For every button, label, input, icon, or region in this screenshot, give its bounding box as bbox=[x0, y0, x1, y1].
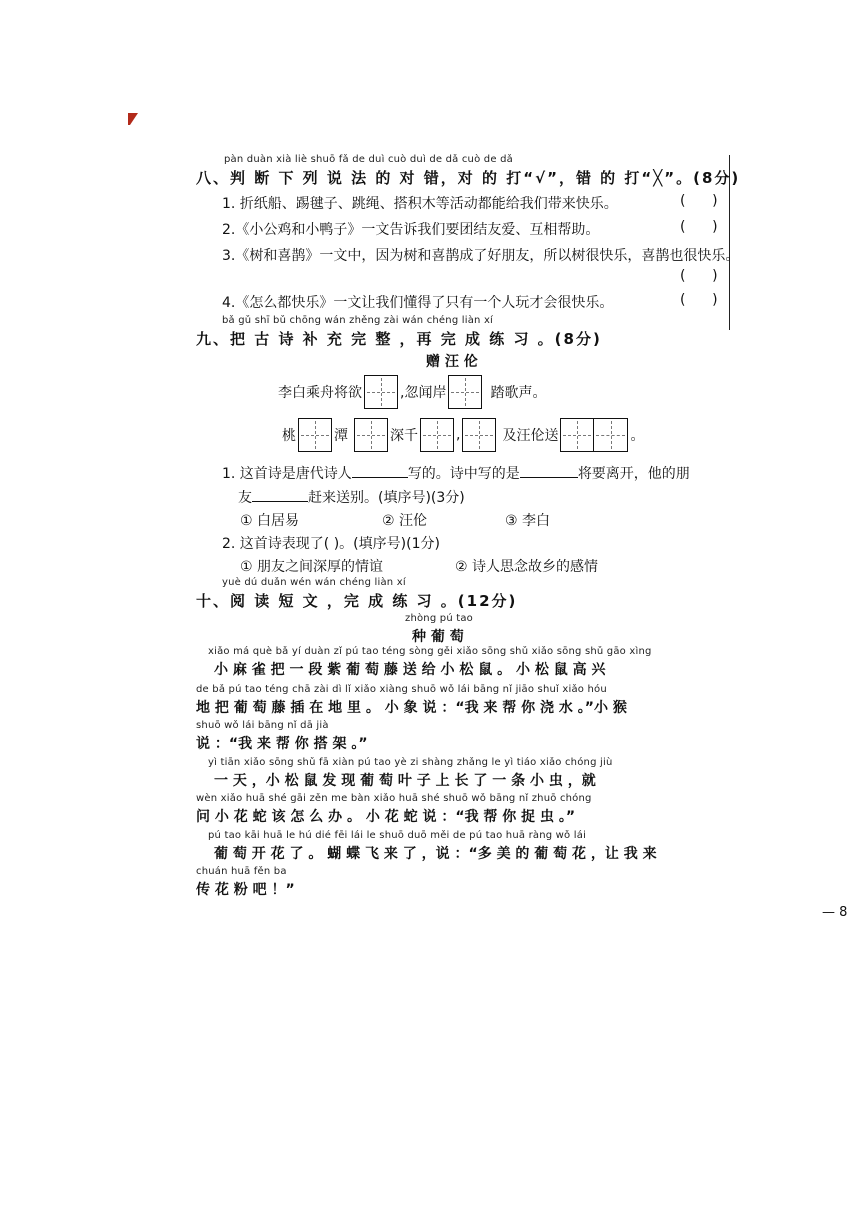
q1-line-2 bbox=[238, 487, 465, 507]
q1-blank-leaver[interactable] bbox=[520, 477, 578, 478]
q1-option-1: ① 白居易 bbox=[240, 513, 300, 529]
q1-text-a: 1. 这首诗是唐代诗人 bbox=[222, 466, 352, 482]
story-line-1-pinyin: xiǎo má què bǎ yí duàn zǐ pú tao téng sòng gěi xiǎo sōng shǔ xiǎo sōng shǔ gāo xìng bbox=[208, 646, 652, 657]
corner-mark bbox=[128, 113, 138, 125]
q1-blank-poet[interactable] bbox=[352, 477, 408, 478]
section9-pinyin: bǎ gǔ shī bǔ chōng wán zhěng zài wán chéng liàn xí bbox=[222, 315, 494, 326]
poem-line2-part-f: 。 bbox=[630, 428, 645, 444]
tianzige-box-4[interactable] bbox=[354, 418, 388, 452]
story-line-6: 葡 萄 开 花 了 。 蝴 蝶 飞 来 了 ，说 ：“多 美 的 葡 萄 花 ，让 我 来 bbox=[200, 846, 657, 862]
story-line-1: 小 麻 雀 把 一 段 紫 葡 萄 藤 送 给 小 松 鼠 。 小 松 鼠 高 兴 bbox=[200, 662, 606, 678]
tianzige-box-7[interactable] bbox=[560, 418, 628, 452]
q1-line-1 bbox=[222, 463, 690, 483]
story-line-7-pinyin: chuán huā fěn ba bbox=[196, 866, 287, 877]
page-number: — 8 bbox=[822, 905, 848, 920]
tianzige-box-5[interactable] bbox=[420, 418, 454, 452]
poem-line2-part-e: 及汪伦送 bbox=[502, 428, 559, 444]
story-line-5: 问 小 花 蛇 该 怎 么 办 。 小 花 蛇 说 ：“我 帮 你 捉 虫 。” bbox=[196, 809, 576, 825]
story-line-4: 一 天 ，小 松 鼠 发 现 葡 萄 叶 子 上 长 了 一 条 小 虫 ，就 bbox=[200, 773, 596, 789]
story-line-2: 地 把 葡 萄 藤 插 在 地 里 。 小 象 说 ：“我 来 帮 你 浇 水 。”小 猴 bbox=[196, 700, 627, 716]
q2-option-2: ② 诗人思念故乡的感情 bbox=[455, 559, 599, 575]
q1-blank-friend[interactable] bbox=[252, 501, 308, 502]
story-title-pinyin: zhòng pú tao bbox=[405, 613, 474, 624]
judge-item-3: 3.《树和喜鹊》一文中，因为树和喜鹊成了好朋友，所以树很快乐，喜鹊也很快乐。 bbox=[222, 248, 740, 264]
section9-title: 九、把 古 诗 补 充 完 整 ，再 完 成 练 习 。(8分) bbox=[196, 330, 602, 348]
story-line-3-pinyin: shuō wǒ lái bāng nǐ dā jià bbox=[196, 720, 329, 731]
story-line-3: 说 ：“我 来 帮 你 搭 架 。” bbox=[196, 736, 368, 752]
q1-option-2: ② 汪伦 bbox=[382, 513, 428, 529]
poem-line-2 bbox=[282, 418, 644, 452]
tianzige-box-6[interactable] bbox=[462, 418, 496, 452]
q1-text-b: 写的。诗中写的是 bbox=[407, 466, 520, 482]
story-line-5-pinyin: wèn xiǎo huā shé gāi zěn me bàn xiǎo huā shé shuō wǒ bāng nǐ zhuō chóng bbox=[196, 793, 592, 804]
q1-option-3: ③ 李白 bbox=[505, 513, 551, 529]
poem-line2-part-a: 桃 bbox=[282, 428, 296, 444]
story-title: 种 葡 萄 bbox=[412, 629, 464, 645]
story-line-2-pinyin: de bǎ pú tao téng chā zài dì lǐ xiǎo xiàng shuō wǒ lái bāng nǐ jiāo shuǐ xiǎo hóu bbox=[196, 684, 607, 695]
poem-line1-part-b: ,忽闻岸 bbox=[400, 385, 447, 401]
section10-title: 十、阅 读 短 文 ，完 成 练 习 。(12分) bbox=[196, 592, 518, 610]
poem-title: 赠 汪 伦 bbox=[426, 354, 478, 370]
judge-item-4: 4.《怎么都快乐》一文让我们懂得了只有一个人玩才会很快乐。 bbox=[222, 295, 614, 311]
q1-text-e: 赶来送别。(填序号)(3分) bbox=[308, 490, 465, 506]
poem-line2-part-d: , bbox=[456, 427, 461, 443]
section8-title: 八、判 断 下 列 说 法 的 对 错，对 的 打“√”，错 的 打“╳”。(8分) bbox=[196, 169, 741, 187]
story-line-4-pinyin: yì tiān xiǎo sōng shǔ fā xiàn pú tao yè zi shàng zhǎng le yì tiáo xiǎo chóng jiù bbox=[208, 757, 613, 768]
answer-paren-3[interactable]: ( ) bbox=[680, 268, 718, 284]
poem-line-1 bbox=[278, 375, 546, 409]
answer-paren-4[interactable]: ( ) bbox=[680, 292, 718, 308]
section10-pinyin: yuè dú duǎn wén wán chéng liàn xí bbox=[222, 577, 406, 588]
tianzige-box-1[interactable] bbox=[364, 375, 398, 409]
poem-line2-part-b: 潭 bbox=[334, 428, 348, 444]
poem-line1-part-a: 李白乘舟将欲 bbox=[278, 385, 362, 401]
poem-line2-part-c: 深千 bbox=[390, 428, 418, 444]
section8-pinyin: pàn duàn xià liè shuō fǎ de duì cuò duì de dǎ cuò de dǎ bbox=[224, 154, 513, 165]
poem-line1-part-c: 踏歌声。 bbox=[490, 385, 547, 401]
story-line-6-pinyin: pú tao kāi huā le hú dié fēi lái le shuō duō měi de pú tao huā ràng wǒ lái bbox=[208, 830, 587, 841]
tianzige-box-3[interactable] bbox=[298, 418, 332, 452]
judge-item-1: 1. 折纸船、踢毽子、跳绳、搭积木等活动都能给我们带来快乐。 bbox=[222, 196, 618, 212]
answer-paren-2[interactable]: ( ) bbox=[680, 219, 718, 235]
q2-text: 2. 这首诗表现了( )。(填序号)(1分) bbox=[222, 536, 440, 552]
judge-item-2: 2.《小公鸡和小鸭子》一文告诉我们要团结友爱、互相帮助。 bbox=[222, 222, 600, 238]
q1-text-d: 友 bbox=[238, 490, 252, 506]
q2-option-1: ① 朋友之间深厚的情谊 bbox=[240, 559, 384, 575]
story-line-7: 传 花 粉 吧 ！” bbox=[196, 882, 295, 898]
tianzige-box-2[interactable] bbox=[448, 375, 482, 409]
q1-text-c: 将要离开，他的朋 bbox=[577, 466, 690, 482]
answer-paren-1[interactable]: ( ) bbox=[680, 193, 718, 209]
